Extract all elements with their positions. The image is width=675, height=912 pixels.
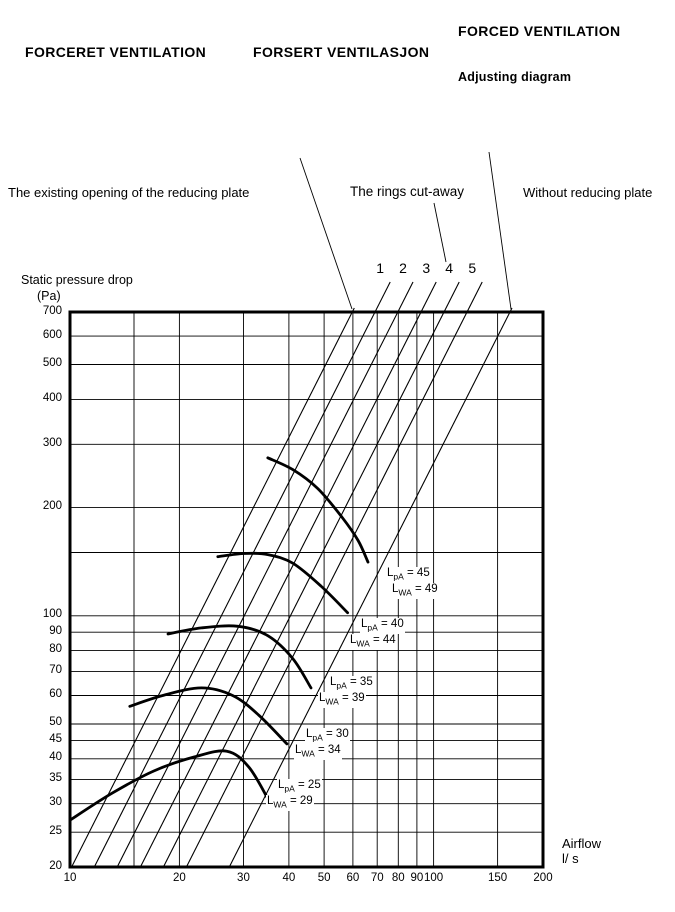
leader-existing-opening xyxy=(300,158,352,309)
y-axis-title: Static pressure drop xyxy=(21,273,133,287)
noise-label-lpa-40: $L_{pA} = 40$ xyxy=(361,618,404,633)
y-tick-label-70: 70 xyxy=(49,663,62,676)
y-axis-unit: (Pa) xyxy=(37,289,61,303)
y-tick-label-600: 600 xyxy=(42,328,62,341)
leader-rings-cut-away xyxy=(434,203,446,262)
leader-without-plate xyxy=(489,152,511,309)
y-tick-label-90: 90 xyxy=(49,624,62,637)
ring-number-2: 2 xyxy=(399,260,407,276)
ring-number-4: 4 xyxy=(445,260,454,276)
x-tick-label-60: 60 xyxy=(346,872,360,884)
noise-label-lwa-29: $L_{WA} = 29$ xyxy=(267,795,313,810)
x-tick-label-100: 100 xyxy=(423,872,444,884)
y-tick-label-200: 200 xyxy=(42,500,62,513)
x-axis-title: Airflow xyxy=(562,836,602,851)
fan-curve-lpa-40 xyxy=(218,553,348,612)
noise-label-lwa-44: $L_{WA} = 44$ xyxy=(350,634,396,649)
title-norwegian: FORSERT VENTILASJON xyxy=(253,44,430,60)
x-tick-label-200: 200 xyxy=(533,872,553,884)
callout-without-plate: Without reducing plate xyxy=(523,185,653,200)
ring-number-1: 1 xyxy=(376,260,385,276)
noise-label-lwa-49: $L_{WA} = 49$ xyxy=(392,583,438,598)
callout-existing-opening: The existing opening of the reducing plate xyxy=(8,185,250,200)
y-tick-label-45: 45 xyxy=(49,732,62,745)
noise-label-lpa-25: $L_{pA} = 25$ xyxy=(278,779,321,794)
x-tick-label-150: 150 xyxy=(487,872,508,884)
y-tick-label-400: 400 xyxy=(42,391,62,404)
ring-number-5: 5 xyxy=(468,260,477,276)
ring-number-3: 3 xyxy=(422,260,431,276)
y-tick-label-700: 700 xyxy=(42,304,62,317)
x-tick-label-90: 90 xyxy=(410,872,424,884)
y-tick-label-100: 100 xyxy=(42,608,62,621)
title-english: FORCED VENTILATION xyxy=(458,23,621,39)
title-danish: FORCERET VENTILATION xyxy=(25,44,207,60)
noise-label-lpa-35: $L_{pA} = 35$ xyxy=(330,676,373,691)
callout-rings-cut-away: The rings cut-away xyxy=(350,184,465,199)
y-tick-label-50: 50 xyxy=(49,716,62,729)
y-tick-label-300: 300 xyxy=(42,436,62,449)
x-tick-label-80: 80 xyxy=(391,872,405,884)
x-tick-label-30: 30 xyxy=(237,872,250,884)
y-tick-label-40: 40 xyxy=(49,751,62,764)
y-tick-label-35: 35 xyxy=(49,772,62,785)
x-tick-label-50: 50 xyxy=(317,872,331,884)
noise-label-lpa-45: $L_{pA} = 45$ xyxy=(387,567,430,582)
x-tick-label-20: 20 xyxy=(173,872,186,884)
y-tick-label-20: 20 xyxy=(49,859,62,872)
noise-label-lwa-39: $L_{WA} = 39$ xyxy=(319,692,365,707)
system-line-without-plate xyxy=(229,308,512,867)
x-tick-label-10: 10 xyxy=(63,872,77,884)
x-tick-label-40: 40 xyxy=(282,872,296,884)
y-tick-label-60: 60 xyxy=(49,688,62,700)
noise-label-lwa-34: $L_{WA} = 34$ xyxy=(295,744,341,759)
x-tick-label-70: 70 xyxy=(370,872,384,884)
y-tick-label-80: 80 xyxy=(49,643,62,656)
x-axis-unit: l/ s xyxy=(562,851,579,866)
y-tick-label-30: 30 xyxy=(49,796,62,809)
subtitle: Adjusting diagram xyxy=(458,70,572,84)
y-tick-label-25: 25 xyxy=(49,824,62,837)
noise-label-lpa-30: $L_{pA} = 30$ xyxy=(306,728,349,743)
y-tick-label-500: 500 xyxy=(42,357,62,370)
